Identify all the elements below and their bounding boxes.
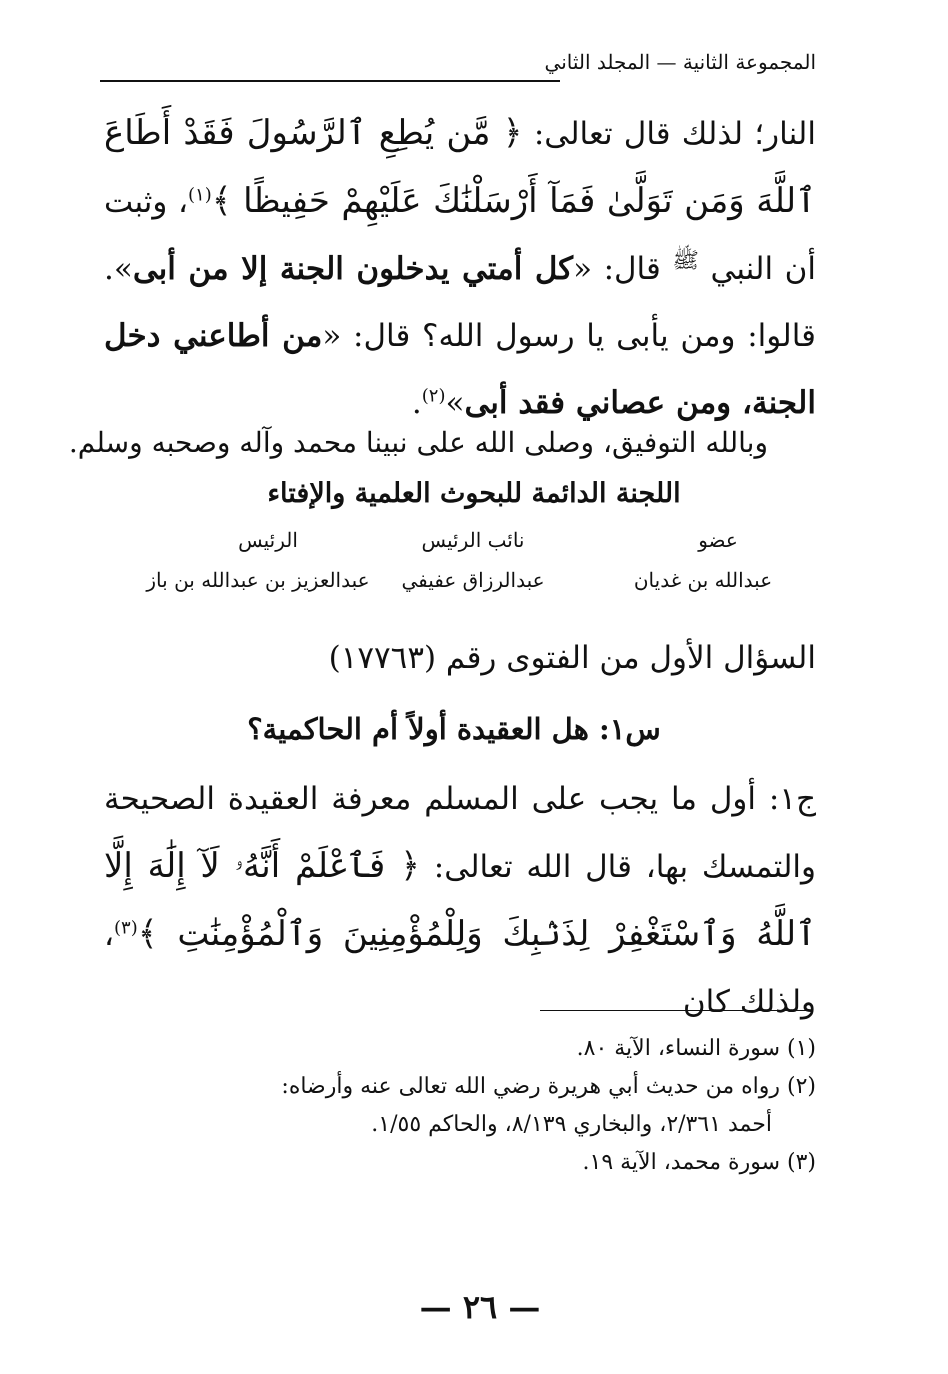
footnote-ref-3[interactable]: (٣): [114, 917, 138, 939]
vice-president-title: نائب الرئيس: [421, 528, 525, 552]
text-segment: النار؛ لذلك قال تعالى:: [522, 116, 816, 152]
footnote-2-continuation: أحمد ٢/٣٦١، والبخاري ٨/١٣٩، والحاكم ١/٥٥.: [371, 1112, 772, 1137]
quran-verse: ﴿ فَٱعْلَمْ أَنَّهُۥ لَآ إِلَٰهَ إِلَّا ٱللَّهُ وَٱسْتَغْفِرْ لِذَنۢبِكَ وَلِلْمُؤْمِنِينَ وَٱلْمُؤْمِنَٰتِ ﴾: [104, 846, 816, 954]
text-segment: .: [411, 385, 422, 421]
salawat-symbol: ﷺ: [672, 248, 699, 274]
question-heading: س١: هل العقيدة أولاً أم الحاكمية؟: [247, 712, 661, 746]
president-title: الرئيس: [238, 528, 298, 552]
fatwa-title: السؤال الأول من الفتوى رقم (١٧٧٦٣): [328, 640, 816, 676]
text-segment: ، ولذلك كان: [104, 917, 816, 1020]
footnote-separator: [540, 1010, 812, 1011]
committee-name: اللجنة الدائمة للبحوث العلمية والإفتاء: [267, 478, 681, 509]
footnote-3: (٣) سورة محمد، الآية ١٩.: [582, 1150, 816, 1175]
text-segment: قال: «: [573, 251, 673, 287]
closing-line: وبالله التوفيق، وصلى الله على نبينا محمد وآله وصحبه وسلم.: [68, 426, 768, 459]
footnotes: [104, 1030, 816, 1182]
quran-verse: ﴿ مَّن يُطِعِ ٱلرَّسُولَ فَقَدْ أَطَاعَ ٱللَّهَ وَمَن تَوَلَّىٰ فَمَآ أَرْسَلْنَٰكَ عَلَيْهِمْ حَفِيظًا ﴾: [104, 113, 816, 221]
footnote-ref-2[interactable]: (٢): [421, 385, 446, 407]
footnote-2: (٢) رواه من حديث أبي هريرة رضي الله تعالى عنه وأرضاه:: [281, 1074, 816, 1099]
vice-president-name: عبدالرزاق عفيفي: [401, 568, 545, 592]
page-number: — ٢٦ —: [419, 1288, 541, 1326]
answer-paragraph: [104, 766, 816, 1036]
header-rule: [100, 80, 560, 82]
text-segment: ». قالوا: ومن يأبى يا رسول الله؟ قال: «: [104, 251, 816, 354]
president-name: عبدالعزيز بن عبدالله بن باز: [146, 568, 370, 592]
footnote-ref-1[interactable]: (١): [187, 184, 212, 206]
running-header: المجموعة الثانية — المجلد الثاني: [544, 50, 816, 74]
member-name: عبدالله بن غديان: [633, 568, 773, 592]
footnote-1: (١) سورة النساء، الآية ٨٠.: [576, 1036, 816, 1061]
paragraph-1: [104, 100, 816, 437]
hadith-text: كل أمتي يدخلون الجنة إلا من أبى: [132, 251, 574, 287]
text-segment: ، وثبت أن النبي: [104, 184, 817, 287]
text-segment: »: [445, 385, 465, 421]
member-title: عضو: [698, 528, 738, 552]
hadith-text: من أطاعني دخل الجنة، ومن عصاني فقد أبى: [104, 318, 816, 421]
text-segment: ج١: أول ما يجب على المسلم معرفة العقيدة الصحيحة والتمسك بها، قال الله تعالى:: [104, 781, 816, 885]
